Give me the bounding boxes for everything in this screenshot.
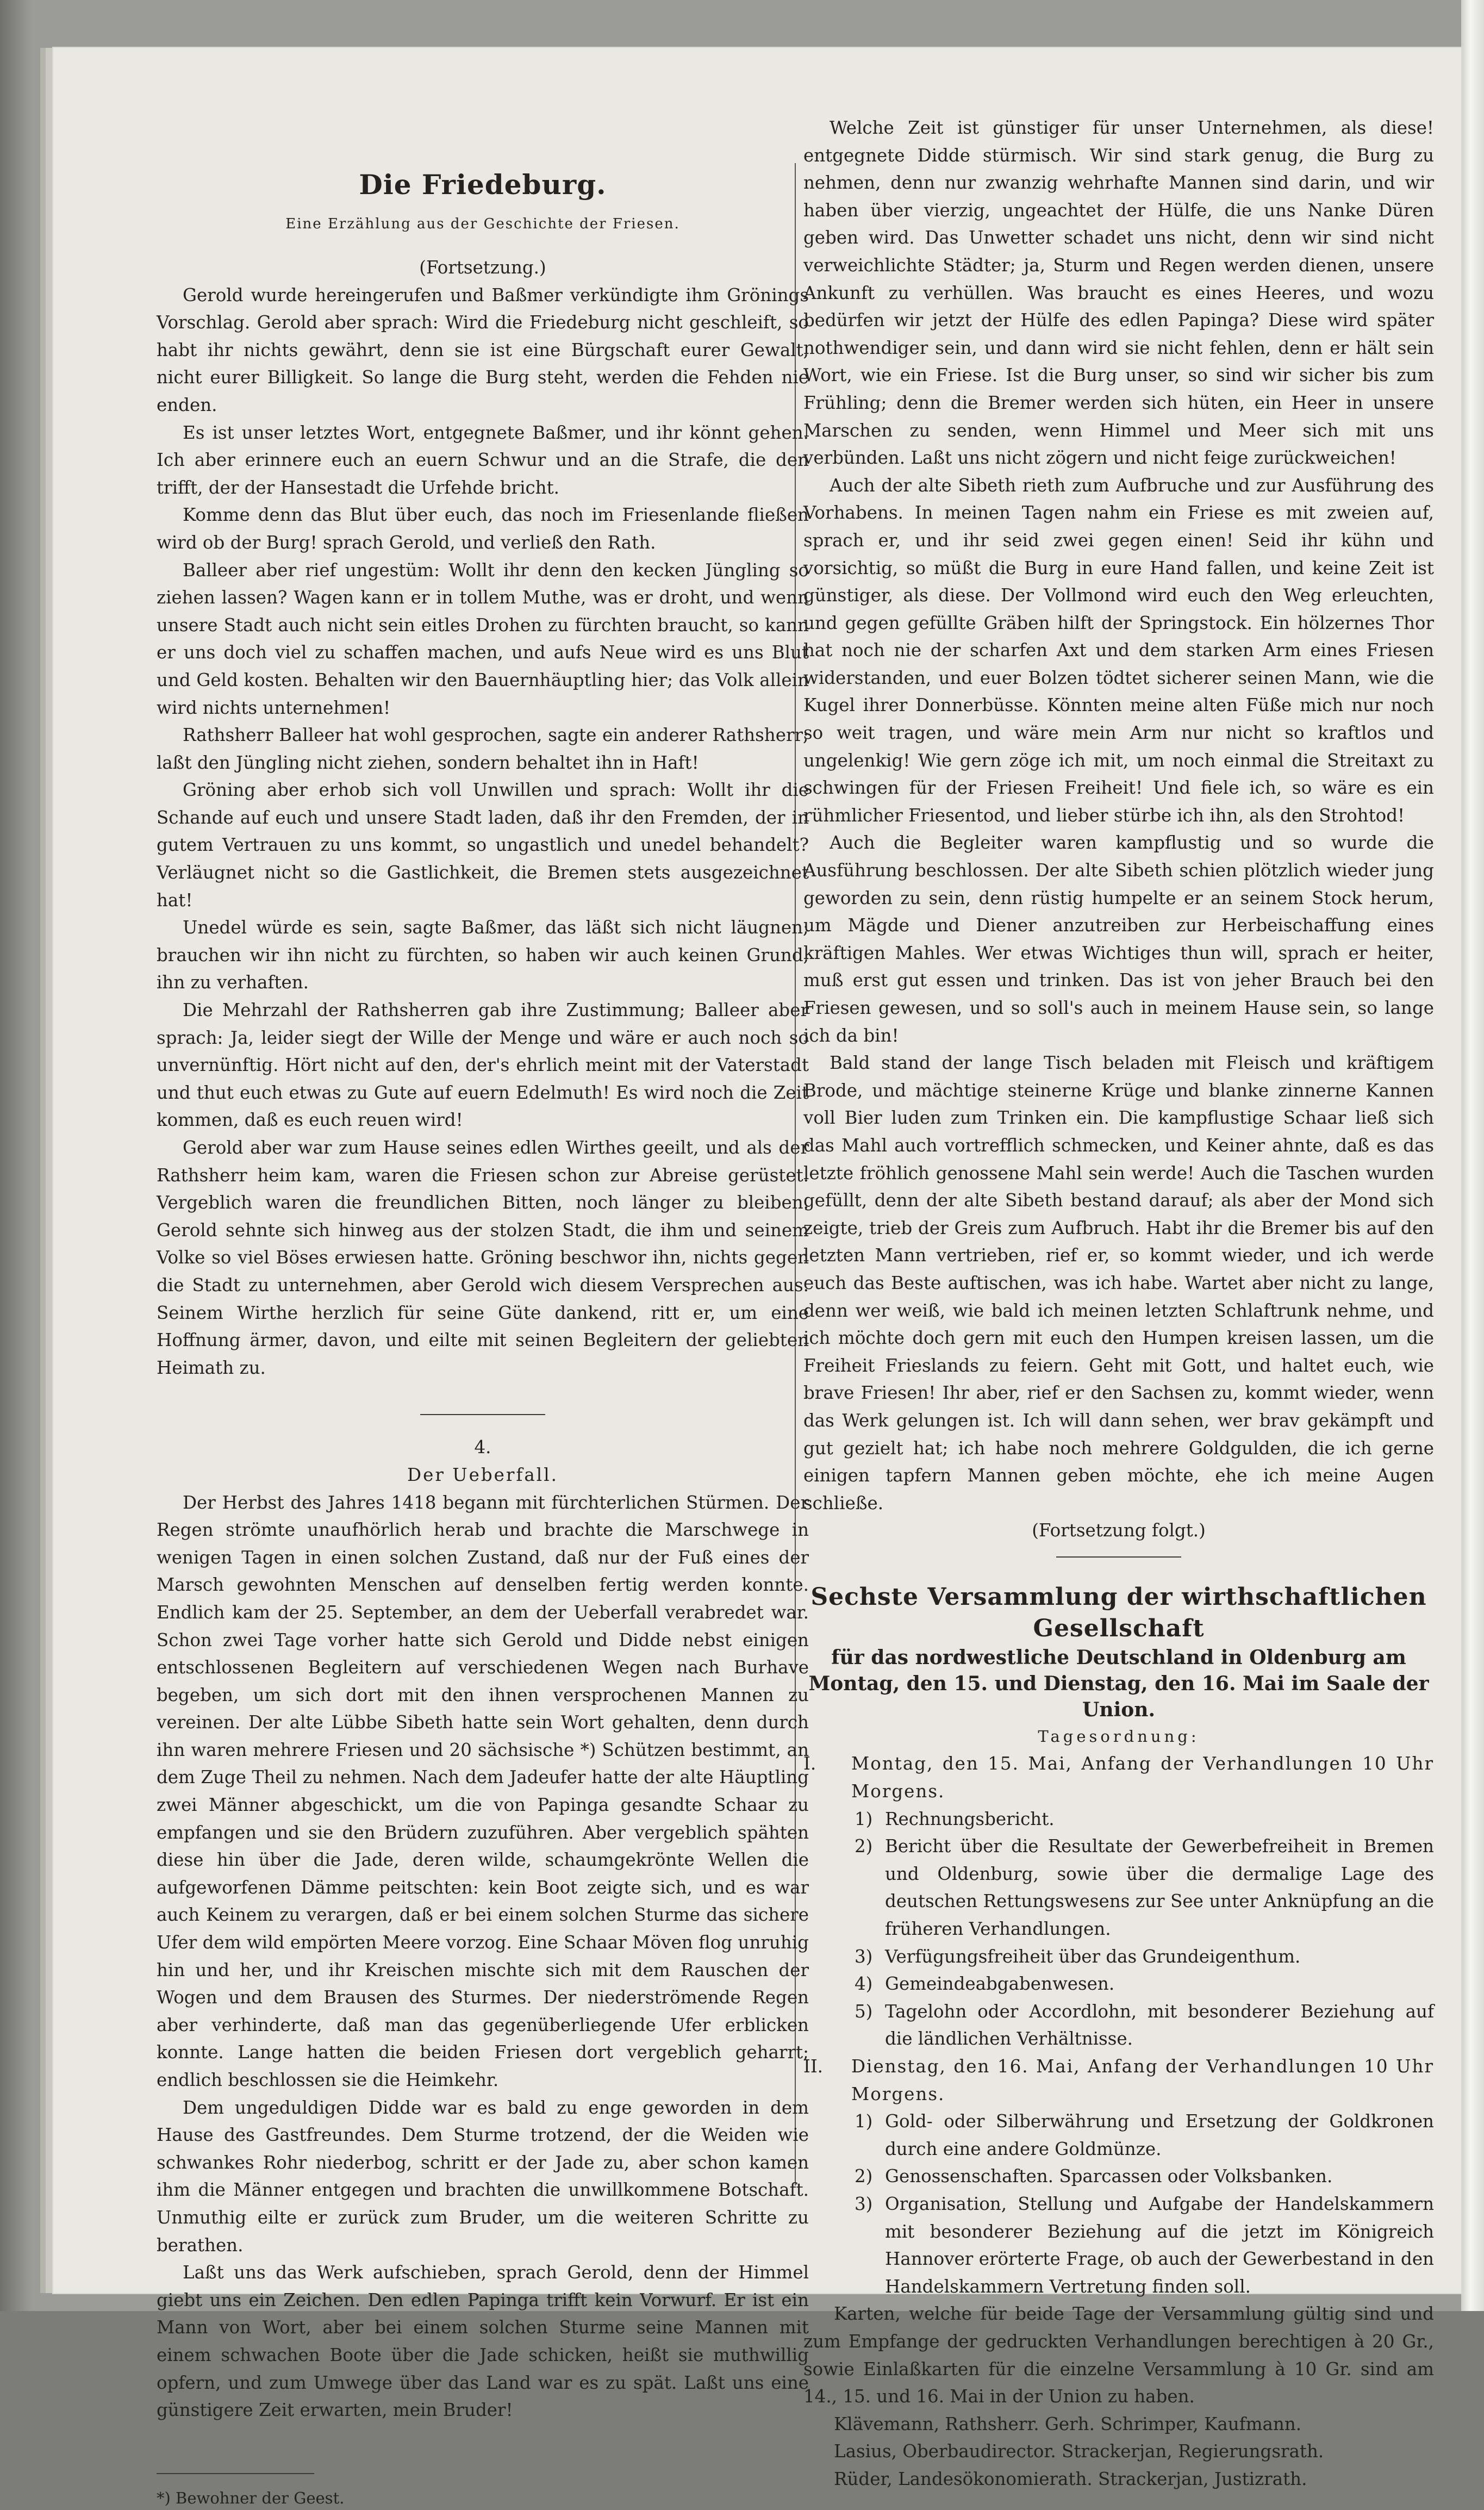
agenda-item-number: 2) xyxy=(855,2166,873,2187)
signature-line: Klävemann, Rathsherr. Gerh. Schrimper, Kaufmann. xyxy=(834,2413,1302,2434)
story-paragraph: Unedel würde es sein, sagte Baßmer, das läßt sich nicht läugnen; brauchen wir ihn nicht zu fürchten, so haben wir auch keinen Grund, ihn zu verhaften. xyxy=(157,917,809,993)
story-paragraph: Gerold wurde hereingerufen und Baßmer verkündigte ihm Grönings Vorschlag. Gerold aber sprach: Wird die Friedeburg nicht geschleift, so habt ihr nichts gewährt, denn sie ist eine Bürgschaft eurer Gewalt, nicht eurer Billigkeit. So lange die Burg steht, werden die Fehden nie enden. xyxy=(157,284,809,415)
story-paragraph: Gerold aber war zum Hause seines edlen Wirthes geeilt, und als der Rathsherr heim kam, waren die Friesen schon zur Abreise gerüstet. Vergeblich waren die freundlichen Bitten, noch länger zu bleiben. Gerold sehnte sich hinweg aus der stolzen Stadt, die ihm und seinem Volke so viel Böses erwiesen hatte. Gröning beschwor ihn, nichts gegen die Stadt zu unternehmen, aber Gerold wich diesem Versprechen aus. Seinem Wirthe herzlich für seine Güte dankend, ritt er, um eine Hoffnung ärmer, davon, und eilte mit seinen Begleitern der geliebten Heimath zu. xyxy=(157,1137,809,1378)
agenda-item-text: Gold- oder Silberwährung und Ersetzung der Goldkronen durch eine andere Goldmünze. xyxy=(885,2111,1434,2159)
agenda-item-number: 3) xyxy=(855,2193,873,2214)
footnote: *) Bewohner der Geest. xyxy=(157,2488,345,2507)
agenda-item-text: Bericht über die Resultate der Gewerbefreiheit in Bremen und Oldenburg, sowie über die dermalige Lage des deutschen Rettungswesens zur See unter Anknüpfung an die früheren Verhandlungen. xyxy=(885,1836,1434,1940)
signature-line: Rüder, Landesökonomierath. Strackerjan, Justizrath. xyxy=(834,2468,1307,2489)
agenda-item-number: 1) xyxy=(855,2111,873,2132)
story-paragraph: Auch der alte Sibeth rieth zum Aufbruche und zur Ausführung des Vorhabens. In meinen Tagen nahm ein Friese es mit zweien auf, sprach er, und ihr seid zwei gegen einen! Seid ihr kühn und vorsichtig, so müßt die Burg in eure Hand fallen, und keine Zeit ist günstiger, als diese. Der Vollmond wird euch den Weg erleuchten, und gegen gefüllte Gräben hilft der Springstock. Ein hölzernes Thor hat noch nie der scharfen Axt und dem starken Arm eines Friesen widerstanden, und euer Bolzen tödtet sicherer seinen Mann, wie die Kugel ihrer Donnerbüsse. Könnten meine alten Füße mich nur noch so weit tragen, und wäre mein Arm nur nicht so kraftlos und ungelenkig! Wie gern zöge ich mit, um noch einmal die Streitaxt zu schwingen für der Friesen Freiheit! Und fiele ich, so wäre es ein rühmlicher Friesentod, und lieber stürbe ich ihn, als den Strohtod! xyxy=(803,475,1434,826)
section-title: Der Ueberfall. xyxy=(407,1464,558,1485)
story-paragraph: Die Mehrzahl der Rathsherren gab ihre Zustimmung; Balleer aber sprach: Ja, leider siegt der Wille der Menge und wäre er auch noch so unvernünftig. Hört nicht auf den, der's ehrlich meint mit der Vaterstadt und thut euch etwas zu Gute auf euern Edelmuth! Es wird noch die Zeit kommen, daß es euch reuen wird! xyxy=(157,1000,809,1131)
agenda-item xyxy=(803,1833,1434,1942)
agenda-day-text: Montag, den 15. Mai, Anfang der Verhandlungen 10 Uhr Morgens. xyxy=(851,1753,1434,1802)
ticket-info: Karten, welche für beide Tage der Versammlung gültig sind und zum Empfange der gedruckten Verhandlungen berechtigen à 20 Gr., sowie Einlaßkarten für die einzelne Versammlung à 10 Gr. sind am 14., 15. und 16. Mai in der Union zu haben. xyxy=(803,2303,1434,2407)
agenda-item xyxy=(803,1998,1434,2053)
agenda-item-number: 5) xyxy=(855,2001,873,2022)
story-title: Die Friedeburg. xyxy=(359,169,607,201)
footnote-divider xyxy=(157,2473,314,2474)
agenda-item-text: Rechnungsbericht. xyxy=(885,1808,1055,1829)
book-binding-edge xyxy=(1461,0,1484,2311)
agenda-day xyxy=(803,1750,1434,1805)
story-paragraph: Auch die Begleiter waren kampflustig und so wurde die Ausführung beschlossen. Der alte Sibeth schien plötzlich wieder jung geworden zu sein, denn rüstig humpelte er an seinem Stock herum, um Mägde und Diener anzutreiben zur Herbeischaffung eines kräftigen Mahles. Wer etwas Wichtiges thun will, sprach er heiter, muß erst gut essen und trinken. Das ist von jeher Brauch bei den Friesen gewesen, und so soll's auch in meinem Hause sein, so lange ich da bin! xyxy=(803,832,1434,1046)
agenda-item-text: Gemeindeabgabenwesen. xyxy=(885,1973,1115,1995)
notice-title: Sechste Versammlung der wirthschaftlichen Gesellschaft xyxy=(810,1583,1427,1642)
to-be-continued: (Fortsetzung folgt.) xyxy=(1032,1520,1206,1541)
agenda-item xyxy=(803,1805,1434,1833)
story-paragraph: Rathsherr Balleer hat wohl gesprochen, sagte ein anderer Rathsherr; laßt den Jüngling nicht ziehen, sondern behaltet ihn in Haft! xyxy=(157,725,809,773)
story-continuation: (Fortsetzung.) xyxy=(419,257,546,278)
agenda-item-number: 4) xyxy=(855,1973,873,1995)
story-paragraph: Bald stand der lange Tisch beladen mit Fleisch und kräftigem Brode, und mächtige steinerne Krüge und blanke zinnerne Kannen voll Bier luden zum Trinken ein. Die kampflustige Schaar ließ sich das Mahl auch vortrefflich schmecken, und Keiner ahnte, daß es das letzte fröhlich genossene Mahl sein werde! Auch die Taschen wurden gefüllt, denn der alte Sibeth bestand darauf; als aber der Mond sich zeigte, trieb der Greis zum Aufbruch. Habt ihr die Bremer bis auf den letzten Mann vertrieben, rief er, so kommt wieder, und ich werde euch das Beste auftischen, was ich habe. Wartet aber nicht zu lange, denn wer weiß, wie bald ich meinen letzten Schlaftrunk nehme, und ich möchte doch gern mit euch den Humpen kreisen lassen, um die Freiheit Frieslands zu feiern. Geht mit Gott, und haltet euch, wie brave Friesen! Ihr aber, rief er den Sachsen zu, kommt wieder, wenn das Werk gelungen ist. Ich will dann sehen, wer brav gekämpft und gut gezielt hat; ich habe noch mehrere Goldgulden, die ich gerne einigen tapfern Mannen geben möchte, ehe ich meine Augen schließe. xyxy=(803,1052,1434,1514)
agenda-item-text: Organisation, Stellung und Aufgabe der Handelskammern mit besonderer Beziehung auf die jetzt im Königreich Hannover erörterte Frage, ob auch der Gewerbestand in den Handelskammern Vertretung finden soll. xyxy=(885,2193,1434,2297)
agenda-item xyxy=(803,1943,1434,1971)
agenda-heading: Tagesordnung: xyxy=(1038,1727,1200,1746)
story-subtitle: Eine Erzählung aus der Geschichte der Friesen. xyxy=(285,216,680,232)
agenda-item-number: 2) xyxy=(855,1836,873,1857)
notice-divider xyxy=(1056,1556,1181,1558)
story-paragraph: Gröning aber erhob sich voll Unwillen und sprach: Wollt ihr die Schande auf euch und unsere Stadt laden, daß ihr den Fremden, der in gutem Vertrauen zu uns kommt, so ungastlich und unedel behandelt? Verläugnet nicht so die Gastlichkeit, die Bremen stets ausgezeichnet hat! xyxy=(157,780,809,911)
agenda-item-number: 3) xyxy=(855,1946,873,1967)
section-paragraph: Laßt uns das Werk aufschieben, sprach Gerold, denn der Himmel giebt uns ein Zeichen. Den edlen Papinga trifft kein Vorwurf. Er ist ein Mann von Wort, aber bei einem solchen Sturme seine Mannen mit einem schwachen Boote über die Jade schicken, heißt sie muthwillig opfern, und zum Umwege über das Land war es zu spät. Laßt uns eine günstigere Zeit erwarten, mein Bruder! xyxy=(157,2262,809,2421)
agenda-day-text: Dienstag, den 16. Mai, Anfang der Verhandlungen 10 Uhr Morgens. xyxy=(851,2056,1434,2104)
notice-subtitle: für das nordwestliche Deutschland in Oldenburg am Montag, den 15. und Dienstag, den 16. Mai im Saale der Union. xyxy=(808,1646,1429,1721)
section-paragraph: Dem ungeduldigen Didde war es bald zu enge geworden in dem Hause des Gastfreundes. Dem Sturme trotzend, der die Weiden wie schwankes Rohr niederbog, schritt er der Jade zu, aber schon kamen ihm die Männer entgegen und brachten die unwillkommene Botschaft. Unmuthig eilte er zurück zum Bruder, um die weiteren Schritte zu berathen. xyxy=(157,2097,809,2256)
agenda-item xyxy=(803,2108,1434,2163)
story-paragraph: Welche Zeit ist günstiger für unser Unternehmen, als diese! entgegnete Didde stürmisch. Wir sind stark genug, die Burg zu nehmen, denn nur zwanzig wehrhafte Mannen sind darin, und wir haben über vierzig, ungeachtet der Hülfe, die uns Nanke Düren geben wird. Das Unwetter schadet uns nicht, denn wir sind nicht verweichlichte Städter; ja, Sturm und Regen werden dienen, unsere Ankunft zu verhüllen. Was braucht es eines Heeres, und wozu bedürfen wir jetzt der Hülfe des edlen Papinga? Diese wird später nothwendiger sein, und dann wird sie nicht fehlen, denn er hält sein Wort, wie ein Friese. Ist die Burg unser, so sind wir sicher bis zum Frühling; denn die Bremer werden sich hüten, ein Heer in unsere Marschen zu senden, wenn Himmel und Meer sich mit uns verbünden. Laßt uns nicht zögern und nicht feige zurückweichen! xyxy=(803,117,1434,469)
right-column xyxy=(803,114,1434,2493)
agenda-day-number: I. xyxy=(803,1753,816,1774)
agenda-item-text: Tagelohn oder Accordlohn, mit besonderer Beziehung auf die ländlichen Verhältnisse. xyxy=(885,2001,1434,2050)
agenda-item-text: Verfügungsfreiheit über das Grundeigenthum. xyxy=(885,1946,1301,1967)
agenda-day-number: II. xyxy=(803,2056,824,2077)
agenda-item-number: 1) xyxy=(855,1808,873,1829)
agenda-item-text: Genossenschaften. Sparcassen oder Volksbanken. xyxy=(885,2166,1333,2187)
signature-line: Lasius, Oberbaudirector. Strackerjan, Regierungsrath. xyxy=(834,2441,1324,2462)
section-number: 4. xyxy=(474,1437,491,1458)
section-divider xyxy=(420,1414,545,1415)
story-paragraph: Es ist unser letztes Wort, entgegnete Baßmer, und ihr könnt gehen. Ich aber erinnere euch an euern Schwur und an die Strafe, die den trifft, der der Hansestadt die Urfehde bricht. xyxy=(157,422,809,498)
left-column xyxy=(157,114,809,2510)
agenda-item xyxy=(803,2190,1434,2300)
agenda-item xyxy=(803,2163,1434,2190)
section-paragraph: Der Herbst des Jahres 1418 begann mit fürchterlichen Stürmen. Der Regen strömte unaufhörlich herab und brachte die Marschwege in wenigen Tagen in einen solchen Zustand, daß nur der Fuß eines der Marsch gewohnten Menschen auf denselben fertig werden konnte. Endlich kam der 25. September, an dem der Ueberfall verabredet war. Schon zwei Tage vorher hatte sich Gerold und Didde nebst einigen entschlossenen Begleitern auf verschiedenen Wegen nach Burhave begeben, um sich dort mit den ihnen versprochenen Mannen zu vereinen. Der alte Lübbe Sibeth hatte sein Wort gehalten, denn durch ihn waren mehrere Friesen und 20 sächsische *) Schützen bestimmt, an dem Zuge Theil zu nehmen. Nach dem Jadeufer hatte der alte Häuptling zwei Männer abgeschickt, um die von Papinga gesandte Schaar zu empfangen und sie den Brüdern zuzuführen. Aber vergeblich spähten diese hin über die Jade, deren wilde, schaumgekrönte Wellen die aufgeworfenen Dämme peitschten: kein Boot zeigte sich, und es war auch Keinem zu verargen, daß er bei einem solchen Sturme das sichere Ufer dem wild empörten Meere vorzog. Eine Schaar Möven flog unruhig hin und her, und ihr Kreischen mischte sich mit dem Rauschen der Wogen und dem Brausen des Sturmes. Der niederströmende Regen aber verhinderte, daß man das gegenüberliegende Ufer erblicken konnte. Lange hatten die beiden Friesen dort vergeblich geharrt; endlich beschlossen sie die Heimkehr. xyxy=(157,1492,809,2090)
story-paragraph: Komme denn das Blut über euch, das noch im Friesenlande fließen wird ob der Burg! sprach Gerold, und verließ den Rath. xyxy=(157,505,809,553)
story-paragraph: Balleer aber rief ungestüm: Wollt ihr denn den kecken Jüngling so ziehen lassen? Wagen kann er in tollem Muthe, was er droht, und wenn unsere Stadt auch nicht sein eitles Drohen zu fürchten braucht, so kann er uns doch viel zu schaffen machen, und aufs Neue wird es uns Blut und Geld kosten. Behalten wir den Bauernhäuptling hier; das Volk allein wird nichts unternehmen! xyxy=(157,559,809,718)
agenda-item xyxy=(803,1970,1434,1998)
agenda-day xyxy=(803,2053,1434,2108)
